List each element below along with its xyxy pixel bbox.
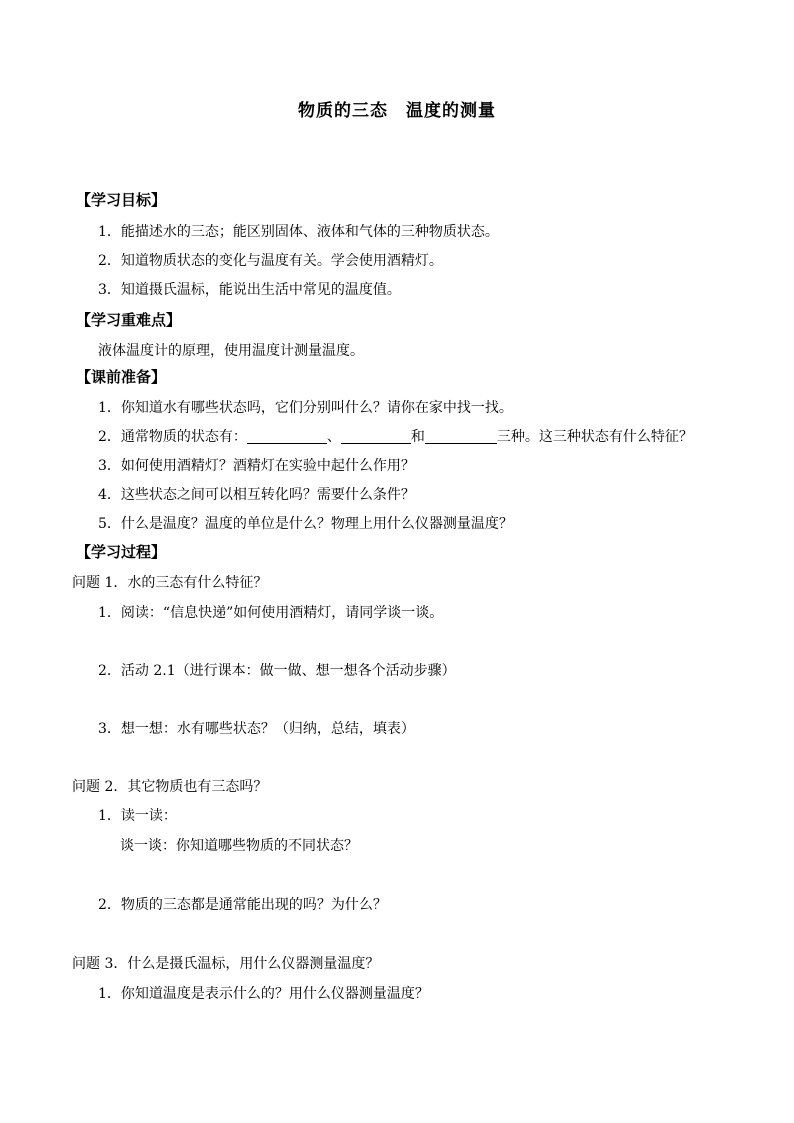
- q1-item-2: 2．活动 2.1（进行课本：做一做、想一想各个活动步骤）: [98, 663, 456, 679]
- q1-item-3: 3．想一想：水有哪些状态？（归纳，总结，填表）: [98, 721, 415, 737]
- fill-blank-2[interactable]: [341, 429, 411, 444]
- key-points-text: 液体温度计的原理，使用温度计测量温度。: [98, 343, 364, 359]
- heading-learning-process: 【学习过程】: [76, 543, 167, 561]
- goal-item-3: 3．知道摄氏温标，能说出生活中常见的温度值。: [98, 282, 401, 298]
- heading-key-points: 【学习重难点】: [76, 311, 182, 329]
- q2-item-1: 1．读一读：: [98, 808, 177, 824]
- page-title: 物质的三态 温度的测量: [298, 101, 496, 121]
- prep-item-3: 3．如何使用酒精灯？酒精灯在实验中起什么作用？: [98, 458, 415, 474]
- fill-blank-3[interactable]: [425, 429, 497, 444]
- question-3: 问题 3．什么是摄氏温标，用什么仪器测量温度？: [72, 956, 380, 972]
- q1-item-1: 1．阅读：“信息快递”如何使用酒精灯，请同学谈一谈。: [98, 605, 444, 621]
- prep-item-2-text-b: 三种。这三种状态有什么特征？: [496, 429, 693, 445]
- prep-item-2-sep-1: 、: [326, 429, 341, 445]
- question-2: 问题 2．其它物质也有三态吗？: [72, 779, 268, 795]
- prep-item-2: [98, 427, 693, 447]
- prep-item-1: 1．你知道水有哪些状态吗，它们分别叫什么？请你在家中找一找。: [98, 400, 513, 416]
- q3-item-1: 1．你知道温度是表示什么的？用什么仪器测量温度？: [98, 986, 429, 1002]
- prep-item-4: 4．这些状态之间可以相互转化吗？需要什么条件？: [98, 487, 415, 503]
- prep-item-2-sep-2: 和: [410, 429, 425, 445]
- q2-item-2: 2．物质的三态都是通常能出现的吗？为什么？: [98, 897, 387, 913]
- q2-item-1-sub: 谈一谈：你知道哪些物质的不同状态？: [120, 838, 358, 854]
- prep-item-2-text-a: 2．通常物质的状态有：: [98, 429, 247, 445]
- prep-item-5: 5．什么是温度？温度的单位是什么？物理上用什么仪器测量温度？: [98, 516, 513, 532]
- heading-learning-goals: 【学习目标】: [76, 191, 167, 209]
- goal-item-1: 1．能描述水的三态；能区别固体、液体和气体的三种物质状态。: [98, 224, 499, 240]
- goal-item-2: 2．知道物质状态的变化与温度有关。学会使用酒精灯。: [98, 253, 443, 269]
- fill-blank-1[interactable]: [247, 429, 327, 444]
- heading-preparation: 【课前准备】: [76, 368, 167, 386]
- question-1: 问题 1．水的三态有什么特征？: [72, 575, 268, 591]
